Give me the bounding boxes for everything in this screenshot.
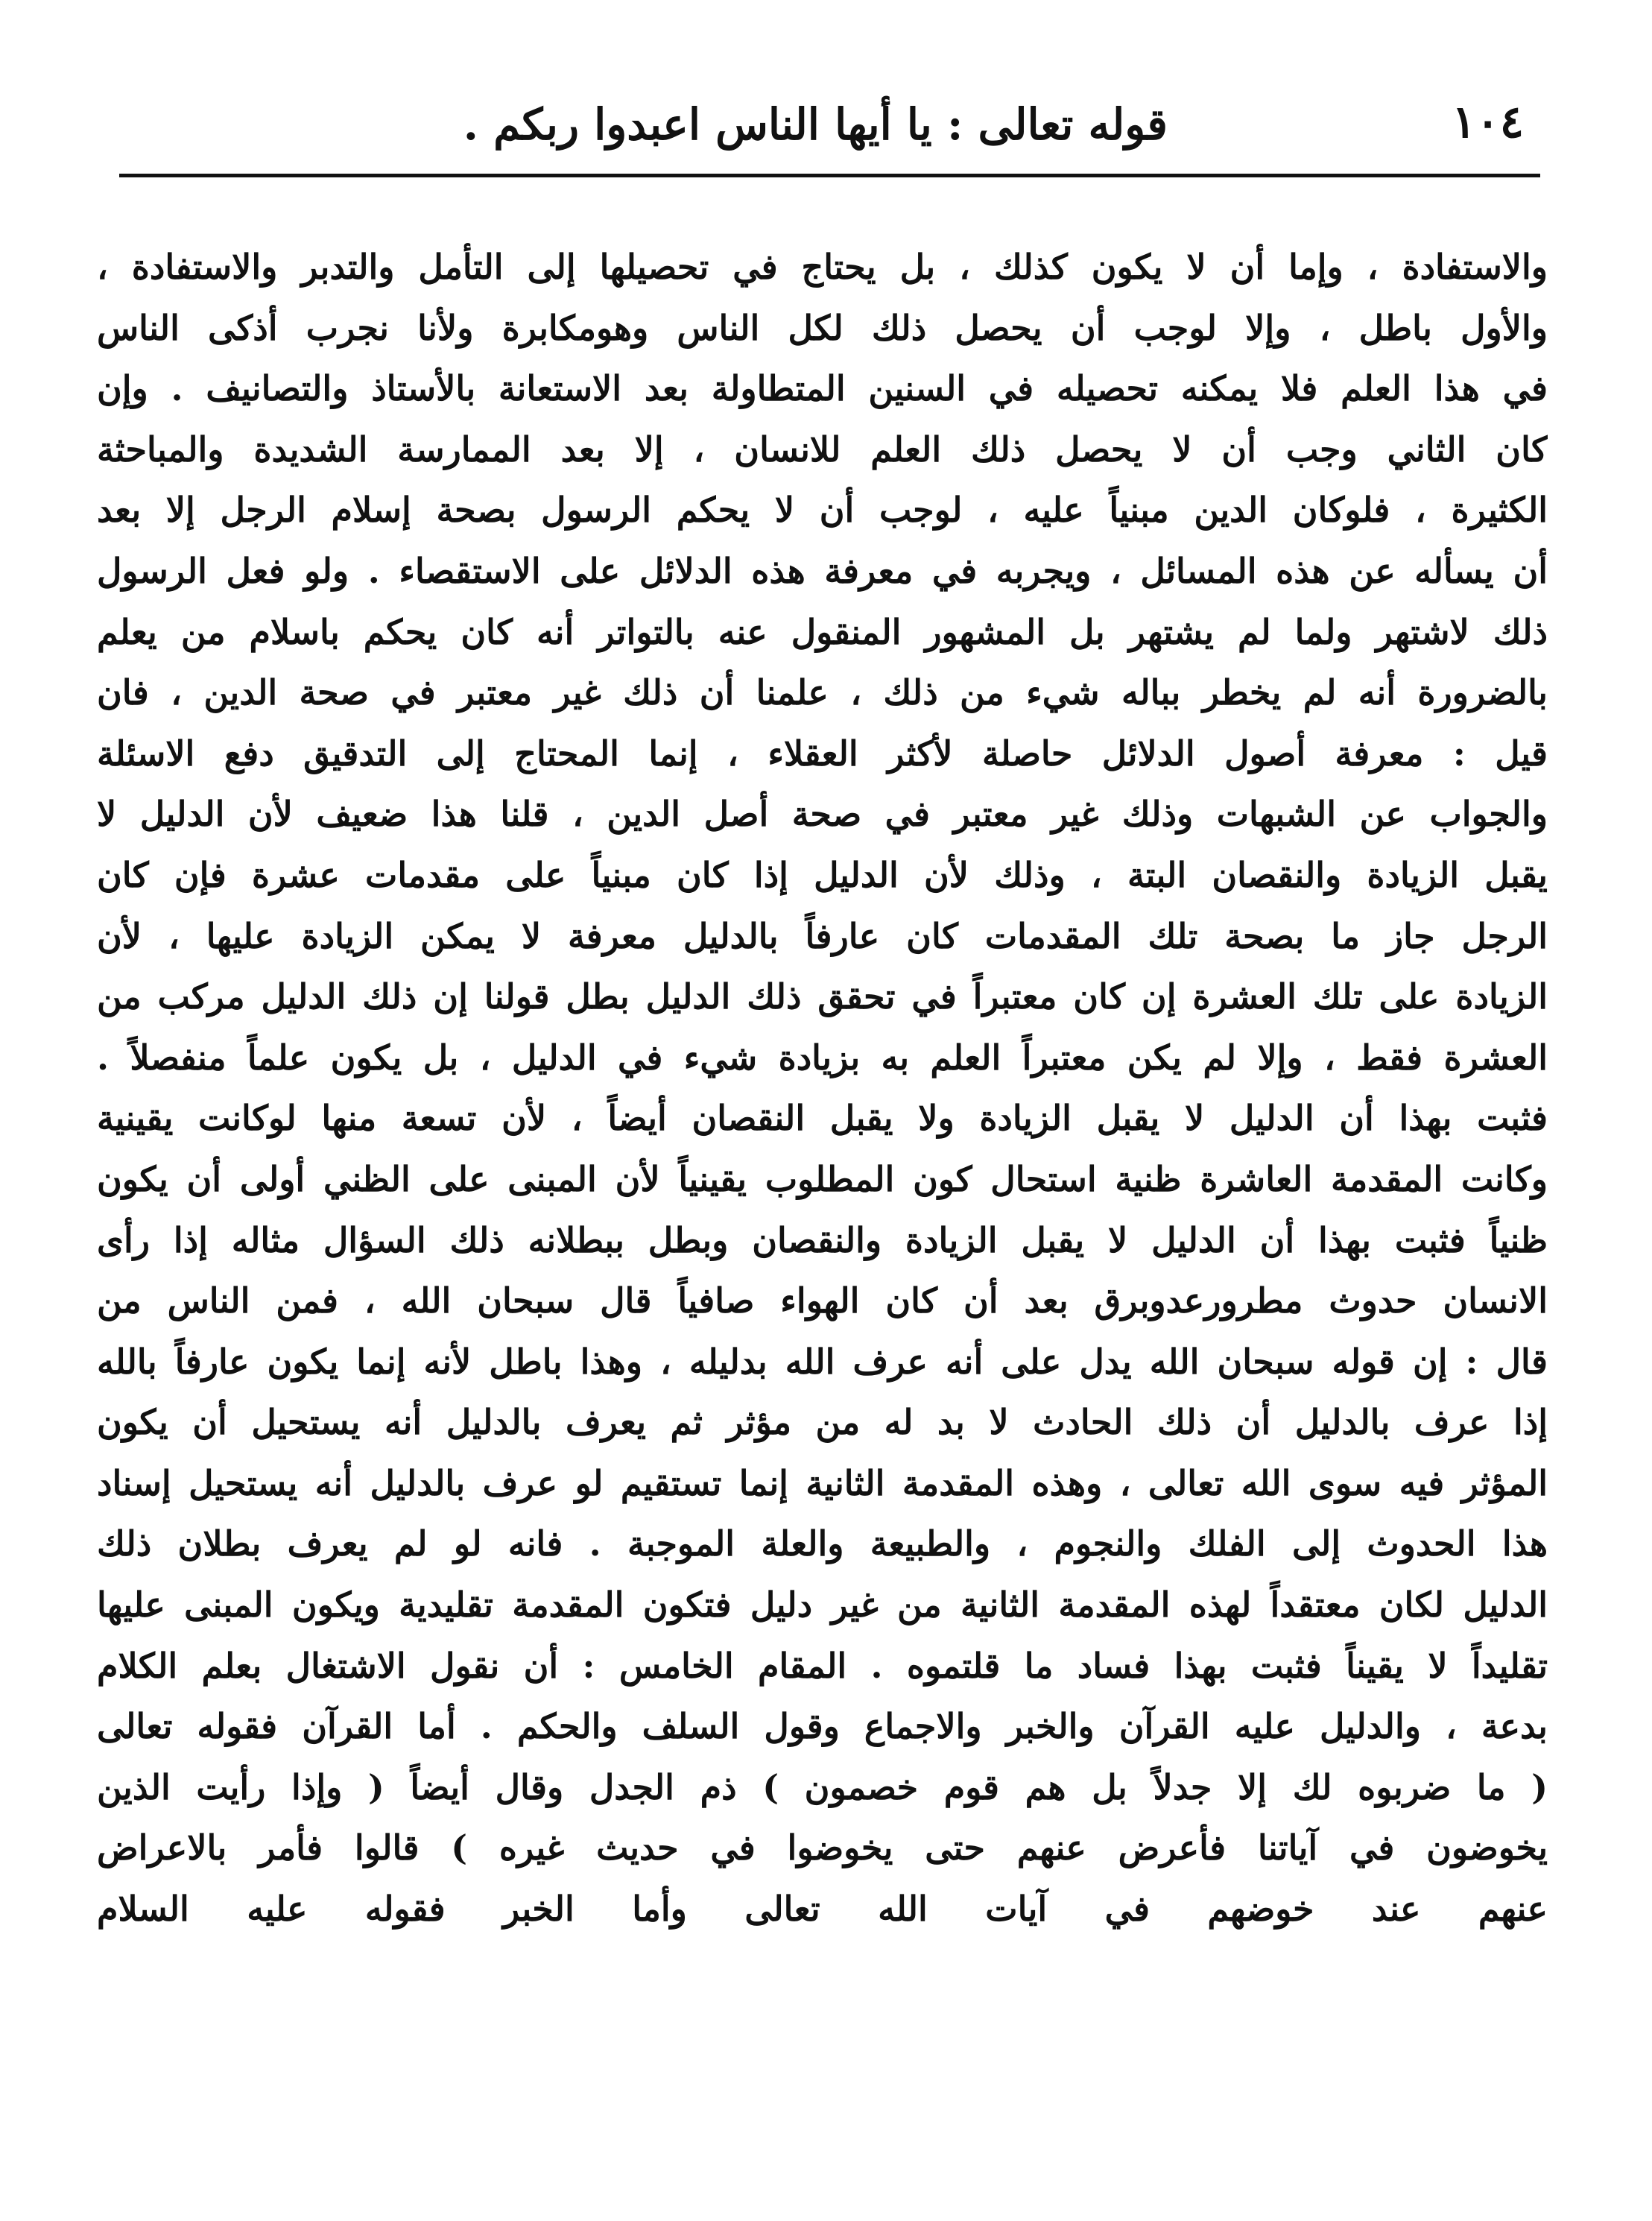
text-line: والاستفادة ، وإما أن لا يكون كذلك ، بل يحتاج في تحصيلها إلى التأمل والتدبر والاستفادة ، [97,247,1548,287]
text-line: في هذا العلم فلا يمكنه تحصيله في السنين المتطاولة بعد الاستعانة بالأستاذ والتصانيف . وإن [97,368,1548,409]
text-line: ذلك لاشتهر ولما لم يشتهر بل المشهور المنقول عنه بالتواتر أنه كان يحكم باسلام من يعلم [97,611,1548,652]
text-line: الدليل لكان معتقداً لهذه المقدمة الثانية من غير دليل فتكون المقدمة تقليدية ويكون المبنى عليها [97,1585,1548,1626]
text-line: إذا عرف بالدليل أن ذلك الحادث لا بد له من مؤثر ثم يعرف بالدليل أنه يستحيل أن يكون [97,1402,1548,1443]
body-text [97,237,1548,1940]
text-line: عنهم عند خوضهم في آيات الله تعالى وأما الخبر فقوله عليه السلام [97,1889,1548,1930]
page-header [119,88,1540,170]
text-line: الزيادة على تلك العشرة إن كان معتبراً في تحقق ذلك الدليل بطل قولنا إن ذلك الدليل مركب من [97,976,1548,1017]
running-title: قوله تعالى : يا أيها الناس اعبدوا ربكم . [463,99,1168,150]
text-line: الكثيرة ، فلوكان الدين مبنياً عليه ، لوجب أن لا يحكم الرسول بصحة إسلام الرجل إلا بعد [97,490,1548,531]
text-line: الانسان حدوث مطرورعدوبرق بعد أن كان الهواء صافياً قال سبحان الله ، فمن الناس من [97,1280,1548,1321]
text-line: فثبت بهذا أن الدليل لا يقبل الزيادة ولا يقبل النقصان أيضاً ، لأن تسعة منها لوكانت يقينية [97,1098,1548,1139]
header-divider [119,174,1540,177]
text-line: كان الثاني وجب أن لا يحصل ذلك العلم للانسان ، إلا بعد الممارسة الشديدة والمباحثة [97,429,1548,470]
text-line: ( ما ضربوه لك إلا جدلاً بل هم قوم خصمون ) ذم الجدل وقال أيضاً ( وإذا رأيت الذين [97,1766,1548,1807]
text-line: أن يسأله عن هذه المسائل ، ويجربه في معرفة هذه الدلائل على الاستقصاء . ولو فعل الرسول [97,550,1548,591]
text-line: الرجل جاز ما بصحة تلك المقدمات كان عارفاً بالدليل معرفة لا يمكن الزيادة عليها ، لأن [97,915,1548,956]
text-line: بالضرورة أنه لم يخطر بباله شيء من ذلك ، علمنا أن ذلك غير معتبر في صحة الدين ، فان [97,672,1548,713]
text-line: يقبل الزيادة والنقصان البتة ، وذلك لأن الدليل إذا كان مبنياً على مقدمات عشرة فإن كان [97,854,1548,895]
text-line: قيل : معرفة أصول الدلائل حاصلة لأكثر العقلاء ، إنما المحتاج إلى التدقيق دفع الاسئلة [97,733,1548,774]
text-line: بدعة ، والدليل عليه القرآن والخبر والاجماع وقول السلف والحكم . أما القرآن فقوله تعالى [97,1706,1548,1747]
text-line: العشرة فقط ، وإلا لم يكن معتبراً العلم به بزيادة شيء في الدليل ، بل يكون علماً منفصلاً . [97,1037,1548,1078]
text-line: ظنياً فثبت بهذا أن الدليل لا يقبل الزيادة والنقصان وبطل ببطلانه ذلك السؤال مثاله إذا رأى [97,1219,1548,1260]
text-line: المؤثر فيه سوى الله تعالى ، وهذه المقدمة الثانية إنما تستقيم لو عرف بالدليل أنه يستحيل إسناد [97,1462,1548,1503]
text-line: وكانت المقدمة العاشرة ظنية استحال كون المطلوب يقينياً لأن المبنى على الظني أولى أن يكون [97,1158,1548,1199]
text-line: تقليداً لا يقيناً فثبت بهذا فساد ما قلتموه . المقام الخامس : أن نقول الاشتغال بعلم الكلام [97,1645,1548,1686]
text-line: والأول باطل ، وإلا لوجب أن يحصل ذلك لكل الناس وهومكابرة ولأنا نجرب أذكى الناس [97,307,1548,348]
text-line: والجواب عن الشبهات وذلك غير معتبر في صحة أصل الدين ، قلنا هذا ضعيف لأن الدليل لا [97,794,1548,835]
text-line: يخوضون في آياتنا فأعرض عنهم حتى يخوضوا في حديث غيره ) قالوا فأمر بالاعراض [97,1827,1548,1868]
text-line: هذا الحدوث إلى الفلك والنجوم ، والطبيعة والعلة الموجبة . فانه لو لم يعرف بطلان ذلك [97,1523,1548,1564]
text-line: قال : إن قوله سبحان الله يدل على أنه عرف الله بدليله ، وهذا باطل لأنه إنما يكون عارفاً بالله [97,1341,1548,1382]
page-number: ١٠٤ [1452,96,1524,148]
